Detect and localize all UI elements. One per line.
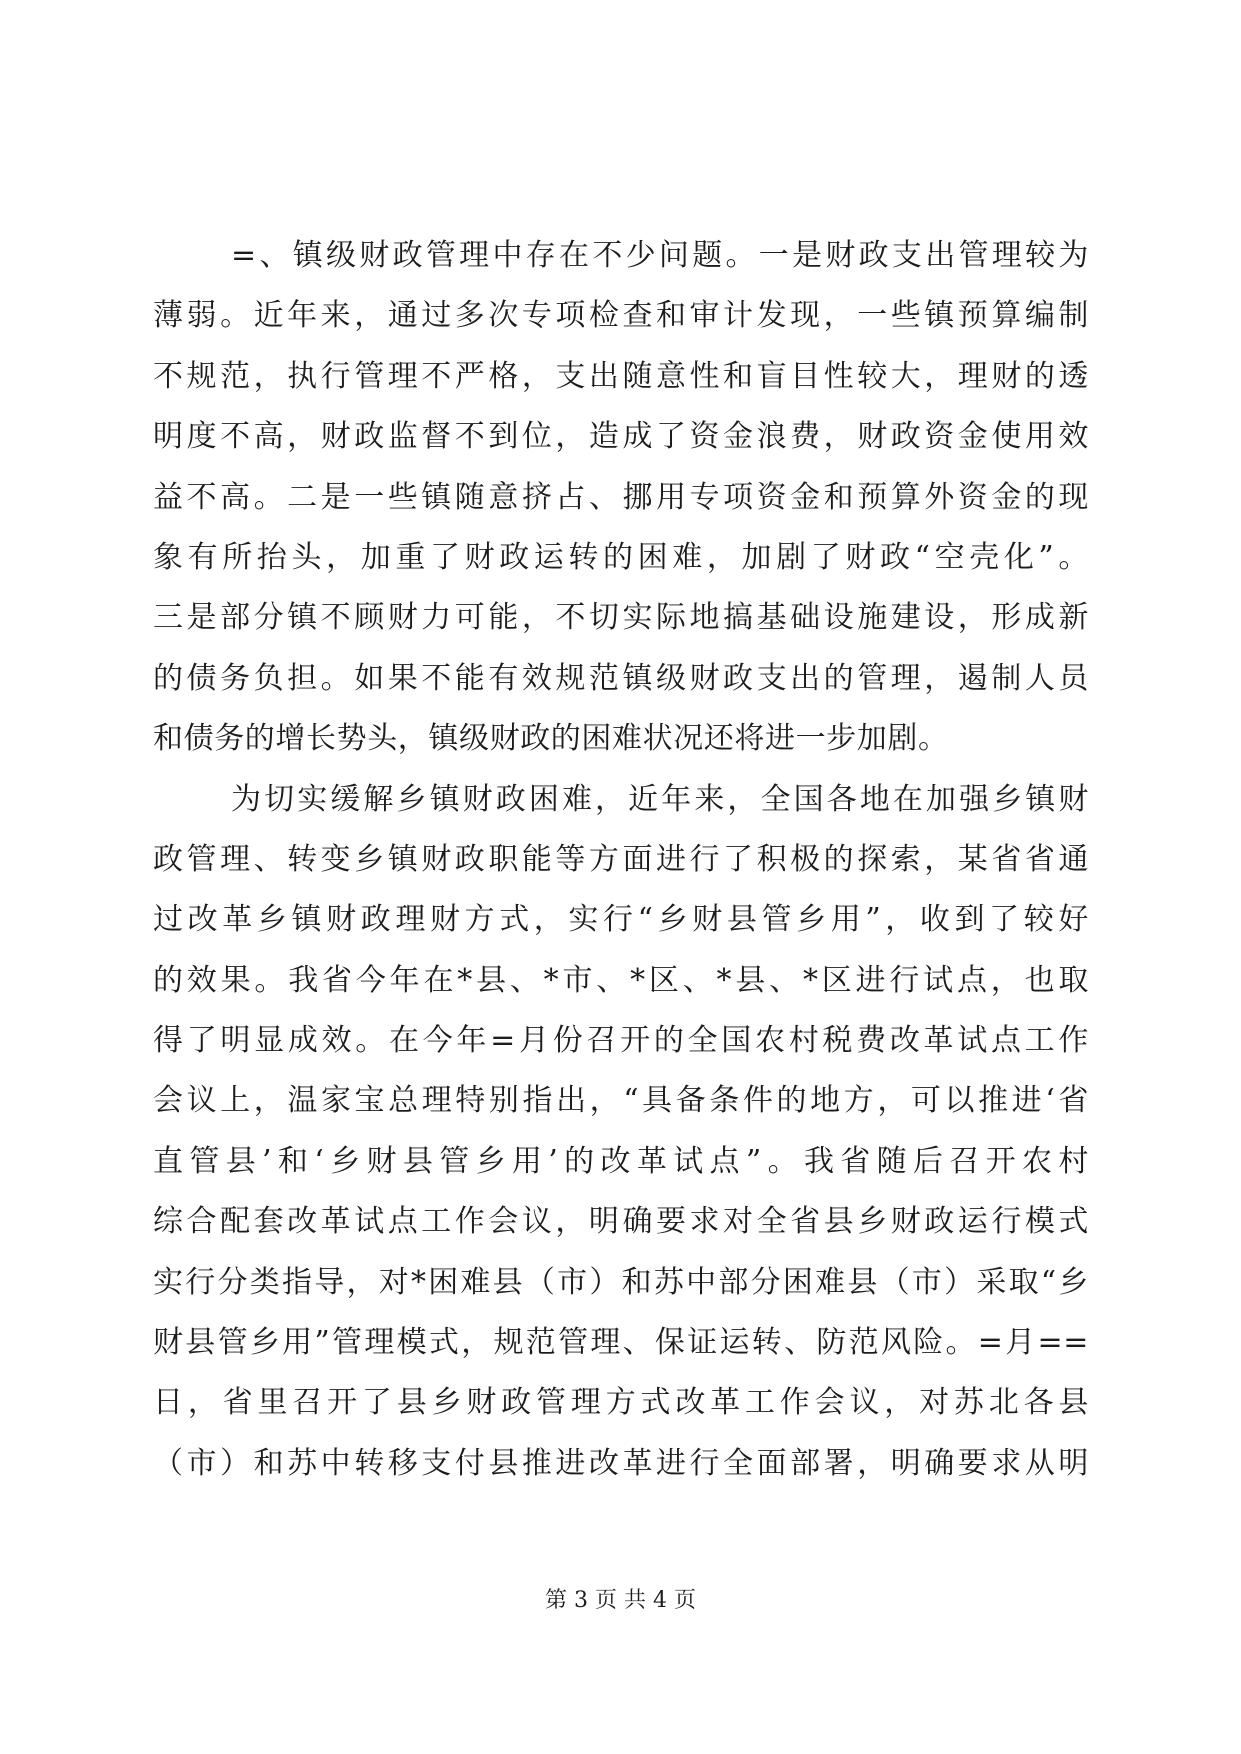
text-line: 明度不高，财政监督不到位，造成了资金浪费，财政资金使用效 bbox=[153, 419, 1089, 455]
text-line: 的效果。我省今年在*县、*市、*区、*县、*区进行试点，也取 bbox=[153, 962, 1089, 998]
text-line: 不规范，执行管理不严格，支出随意性和盲目性较大，理财的透 bbox=[153, 358, 1089, 394]
text-line: 得了明显成效。在今年=月份召开的全国农村税费改革试点工作 bbox=[153, 1023, 1089, 1059]
text-line: 过改革乡镇财政理财方式，实行“乡财县管乡用”，收到了较好 bbox=[153, 902, 1089, 938]
page-number-footer: 第 3 页 共 4 页 bbox=[545, 1588, 696, 1613]
text-line: 直管县’和‘乡财县管乡用’的改革试点”。我省随后召开农村 bbox=[153, 1143, 1089, 1179]
text-line: 的债务负担。如果不能有效规范镇级财政支出的管理，遏制人员 bbox=[153, 660, 1089, 696]
paragraph-1 bbox=[153, 226, 1089, 770]
document-body bbox=[153, 226, 1089, 1494]
text-line: 会议上，温家宝总理特别指出，“具备条件的地方，可以推进‘省 bbox=[153, 1083, 1089, 1119]
text-line: 象有所抬头，加重了财政运转的困难，加剧了财政“空壳化”。 bbox=[153, 539, 1089, 575]
text-line: 为切实缓解乡镇财政困难，近年来，全国各地在加强乡镇财 bbox=[231, 781, 1089, 817]
text-line: =、镇级财政管理中存在不少问题。一是财政支出管理较为 bbox=[231, 238, 1089, 273]
text-line: 综合配套改革试点工作会议，明确要求对全省县乡财政运行模式 bbox=[153, 1204, 1089, 1240]
text-line: 财县管乡用”管理模式，规范管理、保证运转、防范风险。=月== bbox=[153, 1325, 1089, 1361]
paragraph-2 bbox=[153, 770, 1089, 1495]
text-line: 日，省里召开了县乡财政管理方式改革工作会议，对苏北各县 bbox=[153, 1385, 1089, 1421]
text-line: （市）和苏中转移支付县推进改革进行全面部署，明确要求从明 bbox=[153, 1445, 1089, 1481]
text-line: 三是部分镇不顾财力可能，不切实际地搞基础设施建设，形成新 bbox=[153, 600, 1089, 636]
text-line: 益不高。二是一些镇随意挤占、挪用专项资金和预算外资金的现 bbox=[153, 479, 1089, 515]
text-line: 和债务的增长势头，镇级财政的困难状况还将进一步加剧。 bbox=[153, 721, 949, 757]
text-line: 实行分类指导，对*困难县（市）和苏中部分困难县（市）采取“乡 bbox=[153, 1264, 1089, 1300]
text-line: 薄弱。近年来，通过多次专项检查和审计发现，一些镇预算编制 bbox=[153, 298, 1089, 334]
text-line: 政管理、转变乡镇财政职能等方面进行了积极的探索，某省省通 bbox=[153, 841, 1089, 877]
